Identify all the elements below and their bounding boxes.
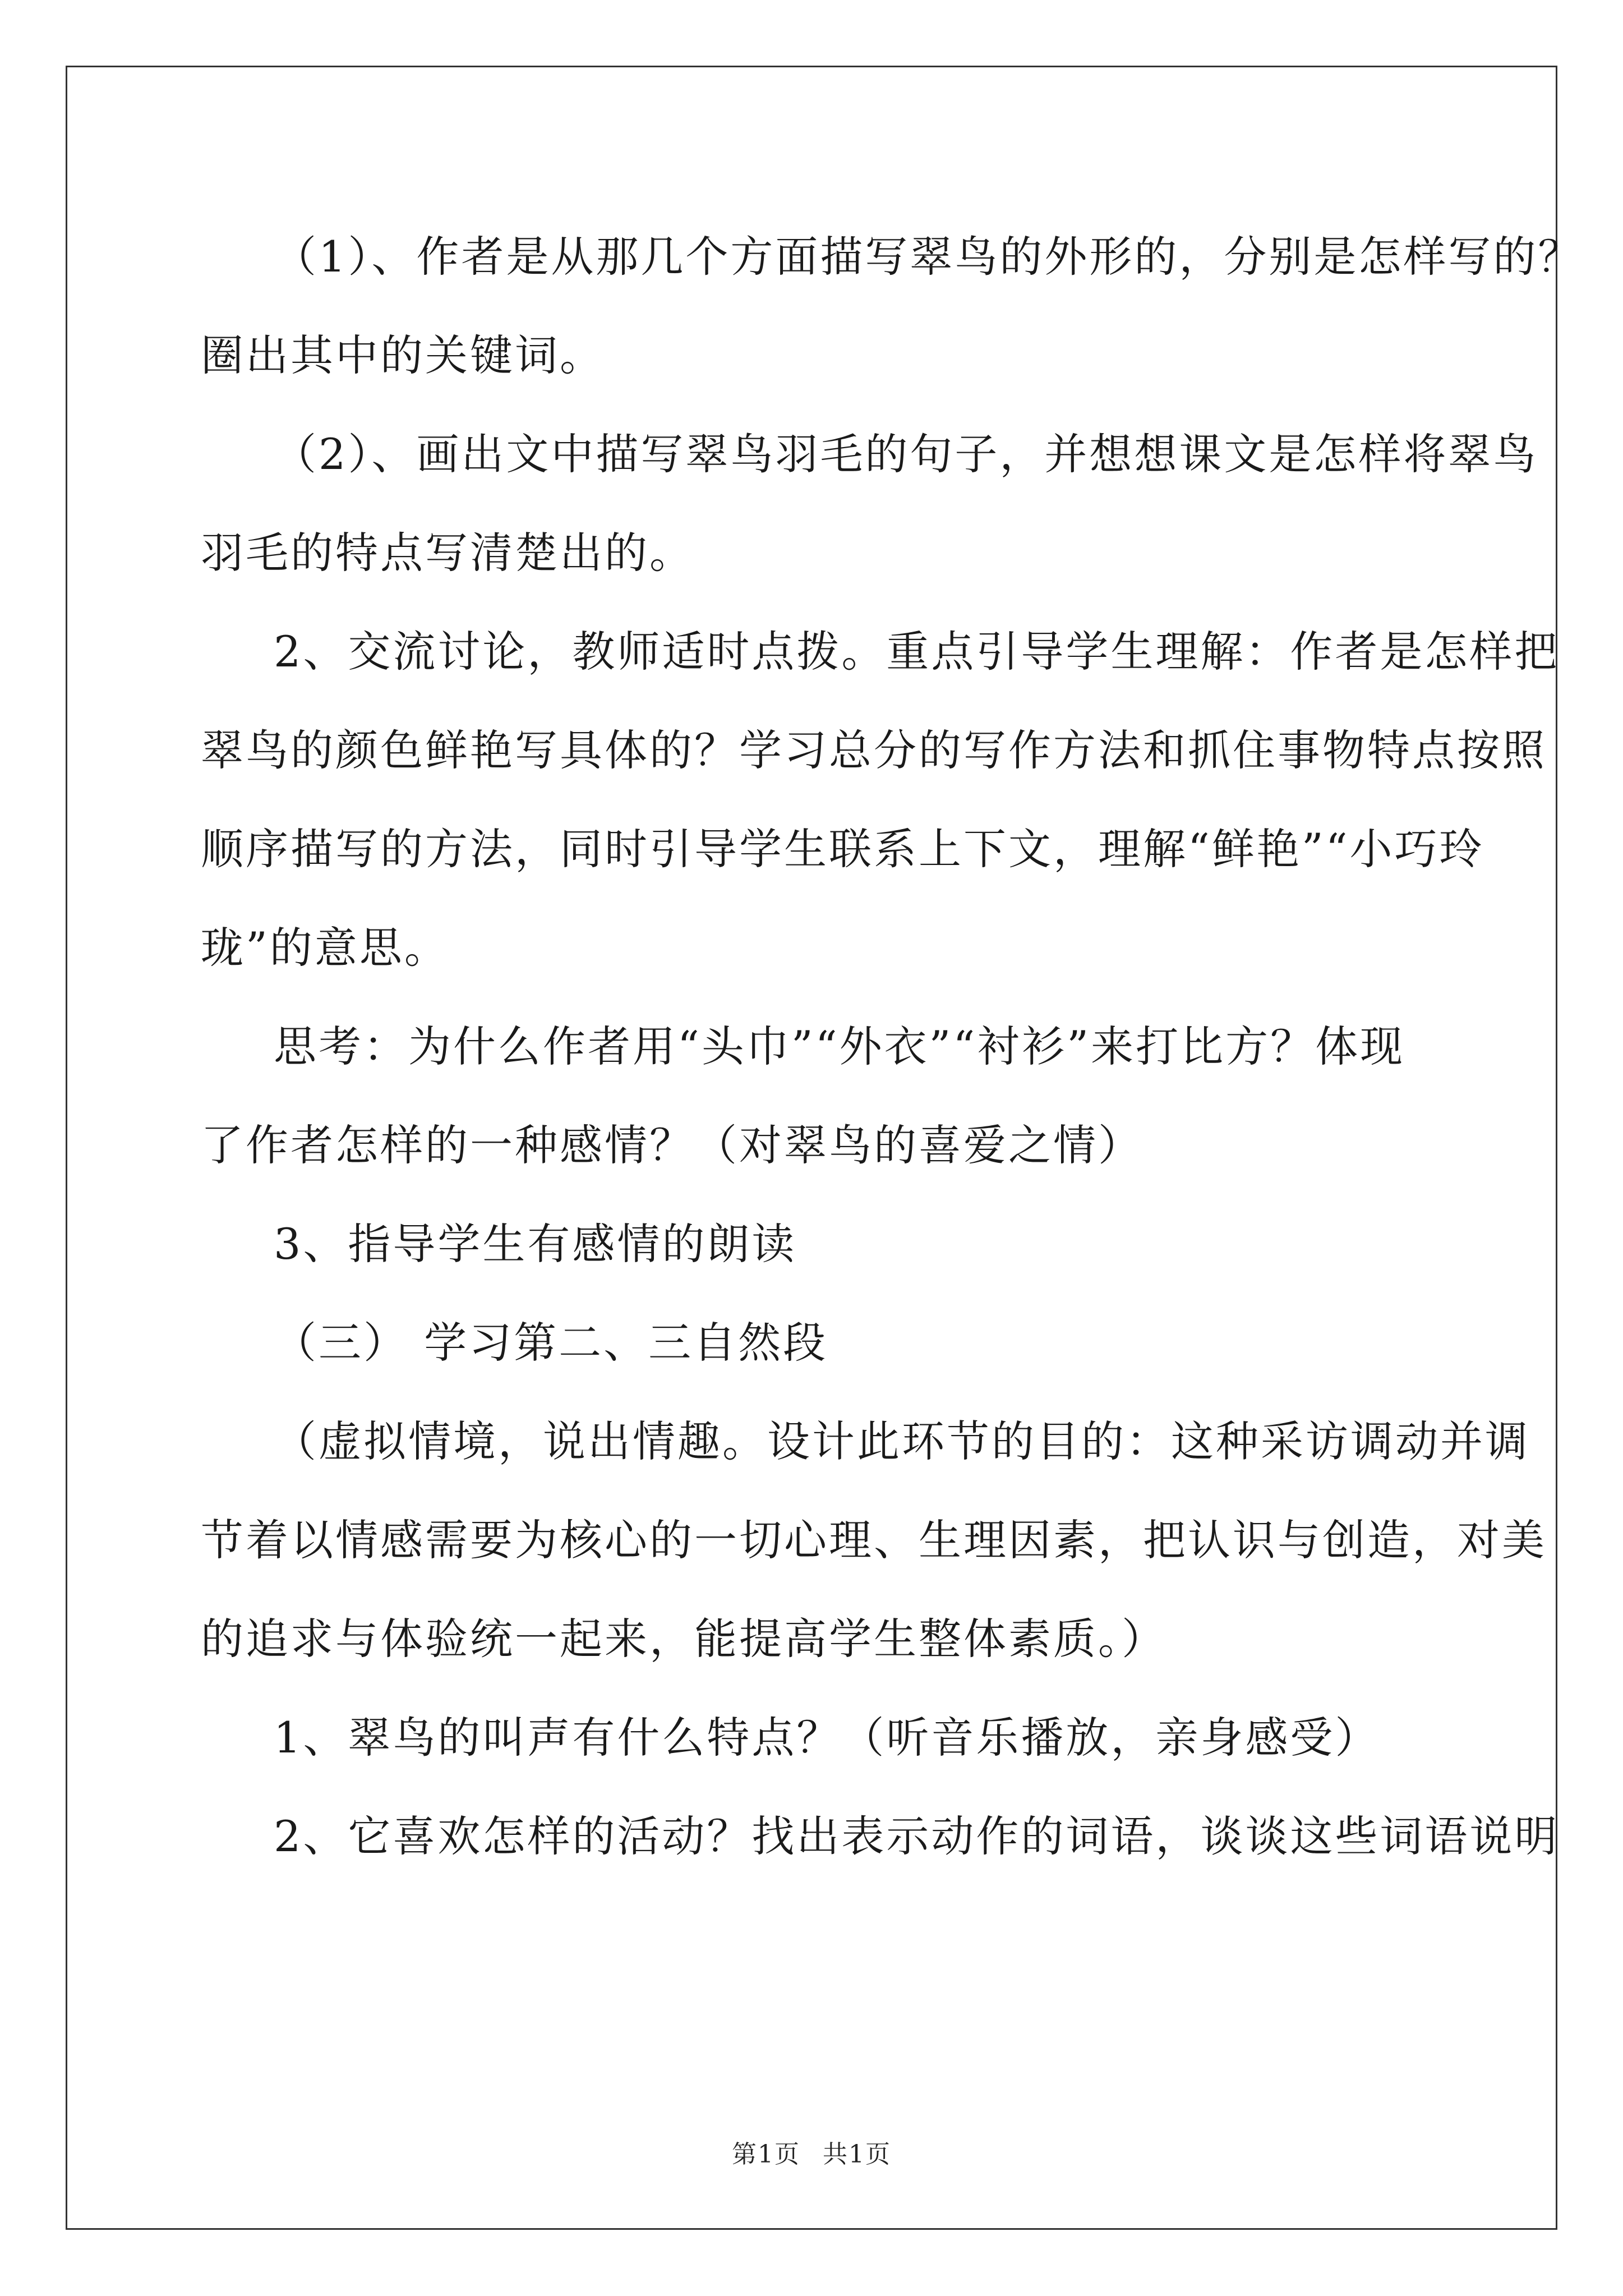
text-line: 2、交流讨论，教师适时点拨。重点引导学生理解：作者是怎样把: [274, 627, 1560, 677]
current-page-label: 第1页: [732, 2140, 800, 2169]
text-line: 圈出其中的关键词。: [201, 330, 605, 380]
text-line: 1、翠鸟的叫声有什么特点？（听音乐播放，亲身感受）: [274, 1713, 1380, 1763]
page-footer: [0, 2134, 1623, 2170]
text-line: 顺序描写的方法，同时引导学生联系上下文，理解“鲜艳”“小巧玲: [201, 824, 1484, 874]
text-line: 珑”的意思。: [201, 923, 449, 973]
text-line: 思考：为什么作者用“头巾”“外衣”“衬衫”来打比方？体现: [274, 1022, 1405, 1071]
total-pages-label: 共1页: [823, 2140, 891, 2169]
text-line: （虚拟情境，说出情趣。设计此环节的目的：这种采访调动并调: [274, 1416, 1530, 1466]
text-line: （2）、画出文中描写翠鸟羽毛的句子，并想想课文是怎样将翠鸟: [274, 429, 1538, 479]
text-line: 的追求与体验统一起来，能提高学生整体素质。）: [201, 1614, 1166, 1664]
text-line: 3、指导学生有感情的朗读: [274, 1219, 797, 1269]
text-line: 翠鸟的颜色鲜艳写具体的？学习总分的写作方法和抓住事物特点按照: [201, 725, 1547, 775]
document-body: [201, 208, 1583, 1886]
text-line: （1）、作者是从那几个方面描写翠鸟的外形的，分别是怎样写的？: [274, 232, 1583, 282]
section-heading: （三） 学习第二、三自然段: [274, 1318, 828, 1368]
text-line: 羽毛的特点写清楚出的。: [201, 528, 694, 578]
text-line: 节着以情感需要为核心的一切心理、生理因素，把认识与创造，对美: [201, 1515, 1547, 1565]
text-line: 了作者怎样的一种感情？（对翠鸟的喜爱之情）: [201, 1120, 1143, 1170]
text-line: 2、它喜欢怎样的活动？找出表示动作的词语，谈谈这些词语说明: [274, 1811, 1560, 1861]
